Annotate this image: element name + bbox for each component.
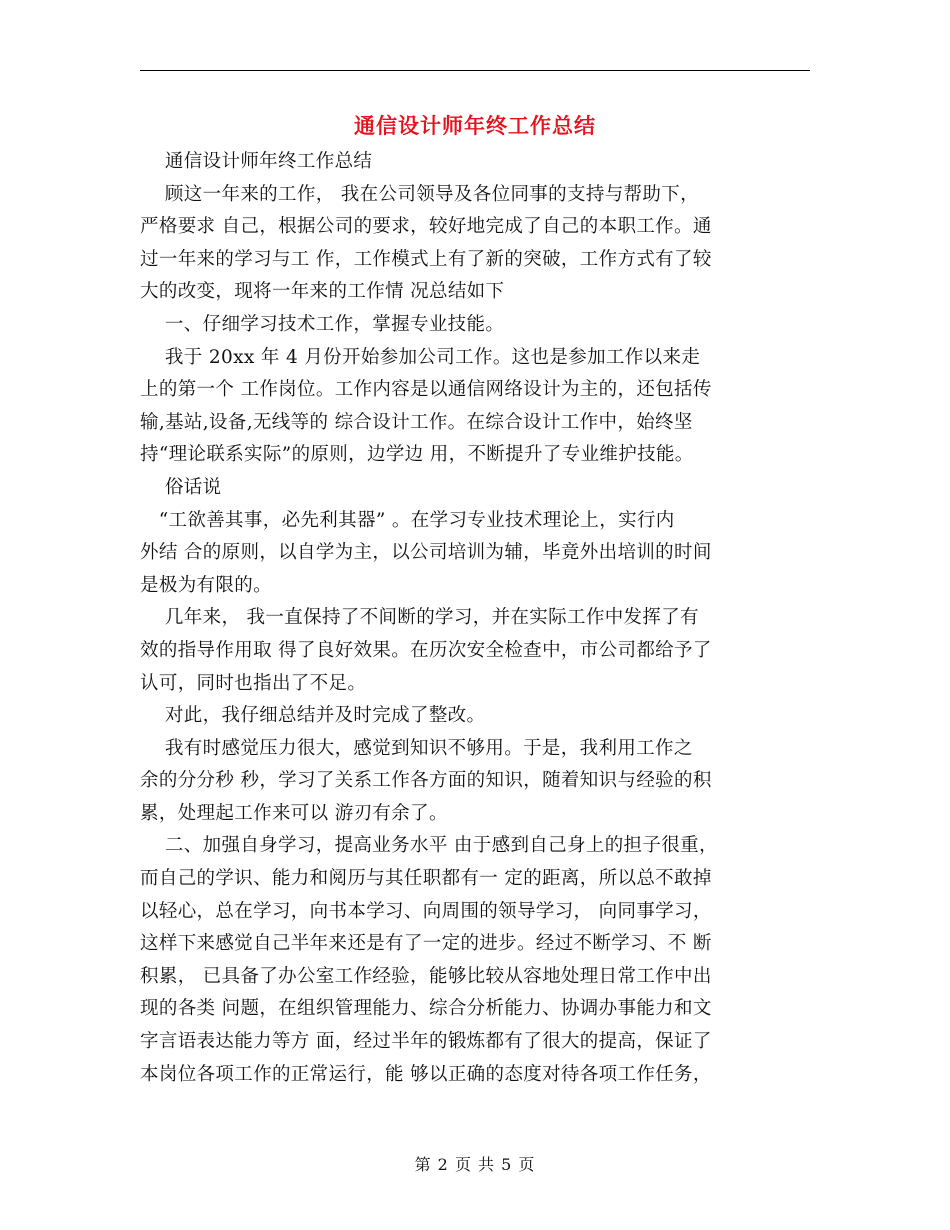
- body-line: 以轻心，总在学习，向书本学习、向周围的领导学习， 向同事学习，: [140, 900, 712, 922]
- body-line: 我于 20xx 年 4 月份开始参加公司工作。这也是参加工作以来走: [140, 346, 701, 368]
- body-line: 这样下来感觉自己半年来还是有了一定的进步。经过不断学习、不 断: [140, 933, 712, 955]
- body-line: 二、加强自身学习，提高业务水平 由于感到自己身上的担子很重，: [140, 835, 718, 857]
- document-title: 通信设计师年终工作总结: [354, 114, 596, 138]
- body-line: 本岗位各项工作的正常运行，能 够以正确的态度对待各项工作任务，: [140, 1063, 712, 1085]
- body-line: 几年来， 我一直保持了不间断的学习，并在实际工作中发挥了有: [140, 607, 699, 629]
- body-line: 持“理论联系实际”的原则，边学边 用，不断提升了专业维护技能。: [140, 444, 694, 466]
- body-line: 对此，我仔细总结并及时完成了整改。: [140, 705, 486, 727]
- body-line: 认可，同时也指出了不足。: [140, 672, 367, 694]
- page-number-footer: 第 2 页 共 5 页: [414, 1155, 536, 1174]
- body-line: 过一年来的学习与工 作，工作模式上有了新的突破，工作方式有了较: [140, 248, 712, 270]
- body-line: 是极为有限的。: [140, 574, 272, 596]
- body-line: 积累， 已具备了办公室工作经验，能够比较从容地处理日常工作中出: [140, 965, 712, 987]
- body-line: 字言语表达能力等方 面，经过半年的锻炼都有了很大的提高，保证了: [140, 1031, 712, 1053]
- body-line: 顾这一年来的工作， 我在公司领导及各位同事的支持与帮助下，: [140, 183, 699, 205]
- body-line: “工欲善其事，必先利其器” 。在学习专业技术理论上，实行内: [140, 509, 675, 531]
- body-line: 俗话说: [140, 476, 222, 498]
- body-line: 余的分分秒 秒，学习了关系工作各方面的知识，随着知识与经验的积: [140, 770, 712, 792]
- body-line: 外结 合的原则，以自学为主，以公司培训为辅，毕竟外出培训的时间: [140, 542, 712, 564]
- body-line: 我有时感觉压力很大，感觉到知识不够用。于是，我利用工作之: [140, 737, 693, 759]
- body-line: 现的各类 问题，在组织管理能力、综合分析能力、协调办事能力和文: [140, 998, 712, 1020]
- header-rule: [140, 70, 810, 71]
- body-line: 大的改变，现将一年来的工作情 况总结如下: [140, 281, 505, 303]
- body-line: 输,基站,设备,无线等的 综合设计工作。在综合设计工作中，始终坚: [140, 411, 693, 433]
- body-line: 上的第一个 工作岗位。工作内容是以通信网络设计为主的，还包括传: [140, 379, 712, 401]
- body-line: 效的指导作用取 得了良好效果。在历次安全检查中，市公司都给予了: [140, 639, 712, 661]
- body-line: 通信设计师年终工作总结: [140, 151, 373, 172]
- body-line: 而自己的学识、能力和阅历与其任职都有一 定的距离，所以总不敢掉: [140, 868, 712, 890]
- body-line: 严格要求 自己，根据公司的要求，较好地完成了自己的本职工作。通: [140, 216, 712, 238]
- body-line: 累，处理起工作来可以 游刃有余了。: [140, 802, 448, 824]
- document-body: [140, 146, 812, 1091]
- body-line: 一、仔细学习技术工作，掌握专业技能。: [140, 313, 505, 335]
